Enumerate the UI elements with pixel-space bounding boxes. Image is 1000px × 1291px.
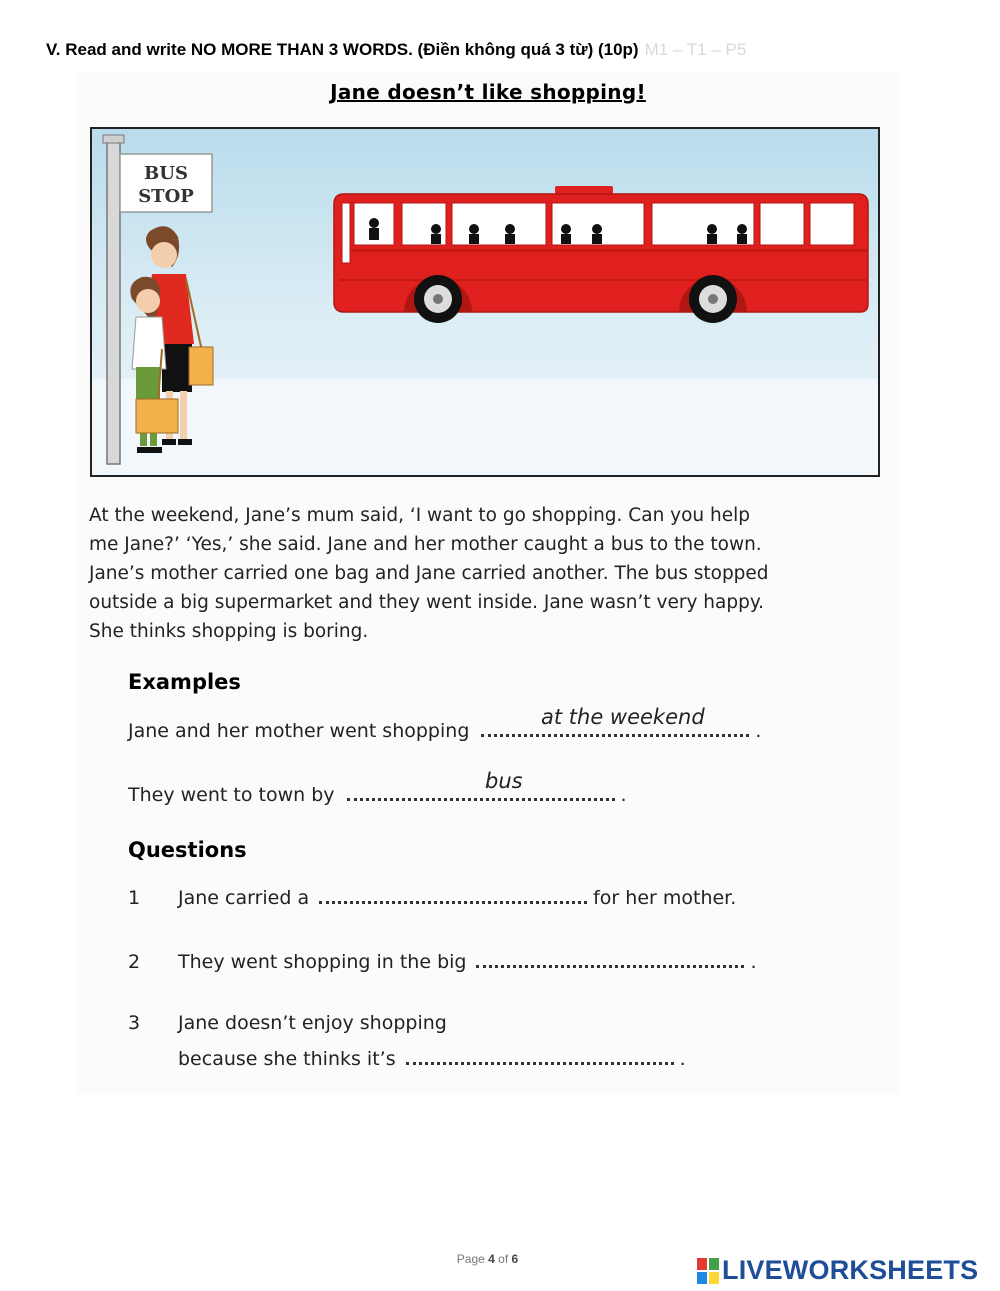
page-number: 4 bbox=[488, 1252, 495, 1266]
example-2-text: They went to town by bbox=[128, 784, 335, 806]
liveworksheets-logo-icon bbox=[697, 1258, 719, 1284]
question-3-line2 bbox=[178, 1044, 686, 1070]
question-3-blank[interactable] bbox=[406, 1044, 674, 1065]
question-3-number: 3 bbox=[128, 1012, 141, 1034]
instruction-header bbox=[46, 40, 746, 60]
sign-text-bus: BUS bbox=[144, 163, 188, 184]
example-2-end: . bbox=[620, 784, 627, 806]
example-2 bbox=[128, 780, 627, 806]
question-2-after: . bbox=[750, 951, 757, 973]
question-1-blank[interactable] bbox=[319, 883, 587, 904]
page-of-label: of bbox=[498, 1252, 509, 1266]
page-label: Page bbox=[456, 1252, 485, 1266]
page-total: 6 bbox=[511, 1252, 519, 1266]
bus-stop-scene bbox=[92, 129, 878, 475]
sign-text-stop: STOP bbox=[138, 186, 194, 207]
example-1-end: . bbox=[755, 720, 762, 742]
question-2-number: 2 bbox=[128, 951, 141, 973]
question-2 bbox=[128, 947, 757, 973]
instruction-text: V. Read and write NO MORE THAN 3 WORDS. (Điền không quá 3 từ) (10p) bbox=[46, 40, 639, 59]
question-3-after: . bbox=[679, 1048, 686, 1070]
examples-heading: Examples bbox=[128, 670, 241, 694]
question-3-text-line1: Jane doesn’t enjoy shopping bbox=[178, 1012, 447, 1034]
liveworksheets-brand[interactable] bbox=[697, 1255, 978, 1286]
reading-passage bbox=[89, 501, 879, 646]
passage-line: Jane’s mother carried one bag and Jane carried another. The bus stopped bbox=[89, 563, 769, 584]
example-1-answer: at the weekend bbox=[541, 705, 705, 729]
brand-name: LIVEWORKSHEETS bbox=[722, 1255, 979, 1285]
bus-stop-illustration bbox=[90, 127, 880, 477]
example-2-blank bbox=[347, 780, 615, 801]
question-1-after: for her mother. bbox=[593, 887, 737, 909]
passage-line: me Jane?’ ‘Yes,’ she said. Jane and her mother caught a bus to the town. bbox=[89, 534, 762, 555]
red-bus bbox=[334, 186, 868, 323]
question-1-text: Jane carried a bbox=[178, 887, 310, 909]
story-title: Jane doesn’t like shopping! bbox=[330, 80, 646, 104]
passage-line: She thinks shopping is boring. bbox=[89, 621, 369, 642]
bus-stop-sign bbox=[120, 154, 212, 212]
exercise-code: M1 – T1 – P5 bbox=[644, 40, 747, 59]
questions-heading: Questions bbox=[128, 838, 247, 862]
example-1-text: Jane and her mother went shopping bbox=[128, 720, 470, 742]
passage-line: At the weekend, Jane’s mum said, ‘I want to go shopping. Can you help bbox=[89, 505, 751, 526]
example-2-answer: bus bbox=[485, 769, 523, 793]
question-2-blank[interactable] bbox=[476, 947, 744, 968]
question-1-number: 1 bbox=[128, 887, 141, 909]
question-3 bbox=[128, 1012, 447, 1034]
passage-line: outside a big supermarket and they went inside. Jane wasn’t very happy. bbox=[89, 592, 765, 613]
question-1 bbox=[128, 883, 736, 909]
question-2-text: They went shopping in the big bbox=[178, 951, 467, 973]
question-3-text: because she thinks it’s bbox=[178, 1048, 396, 1070]
